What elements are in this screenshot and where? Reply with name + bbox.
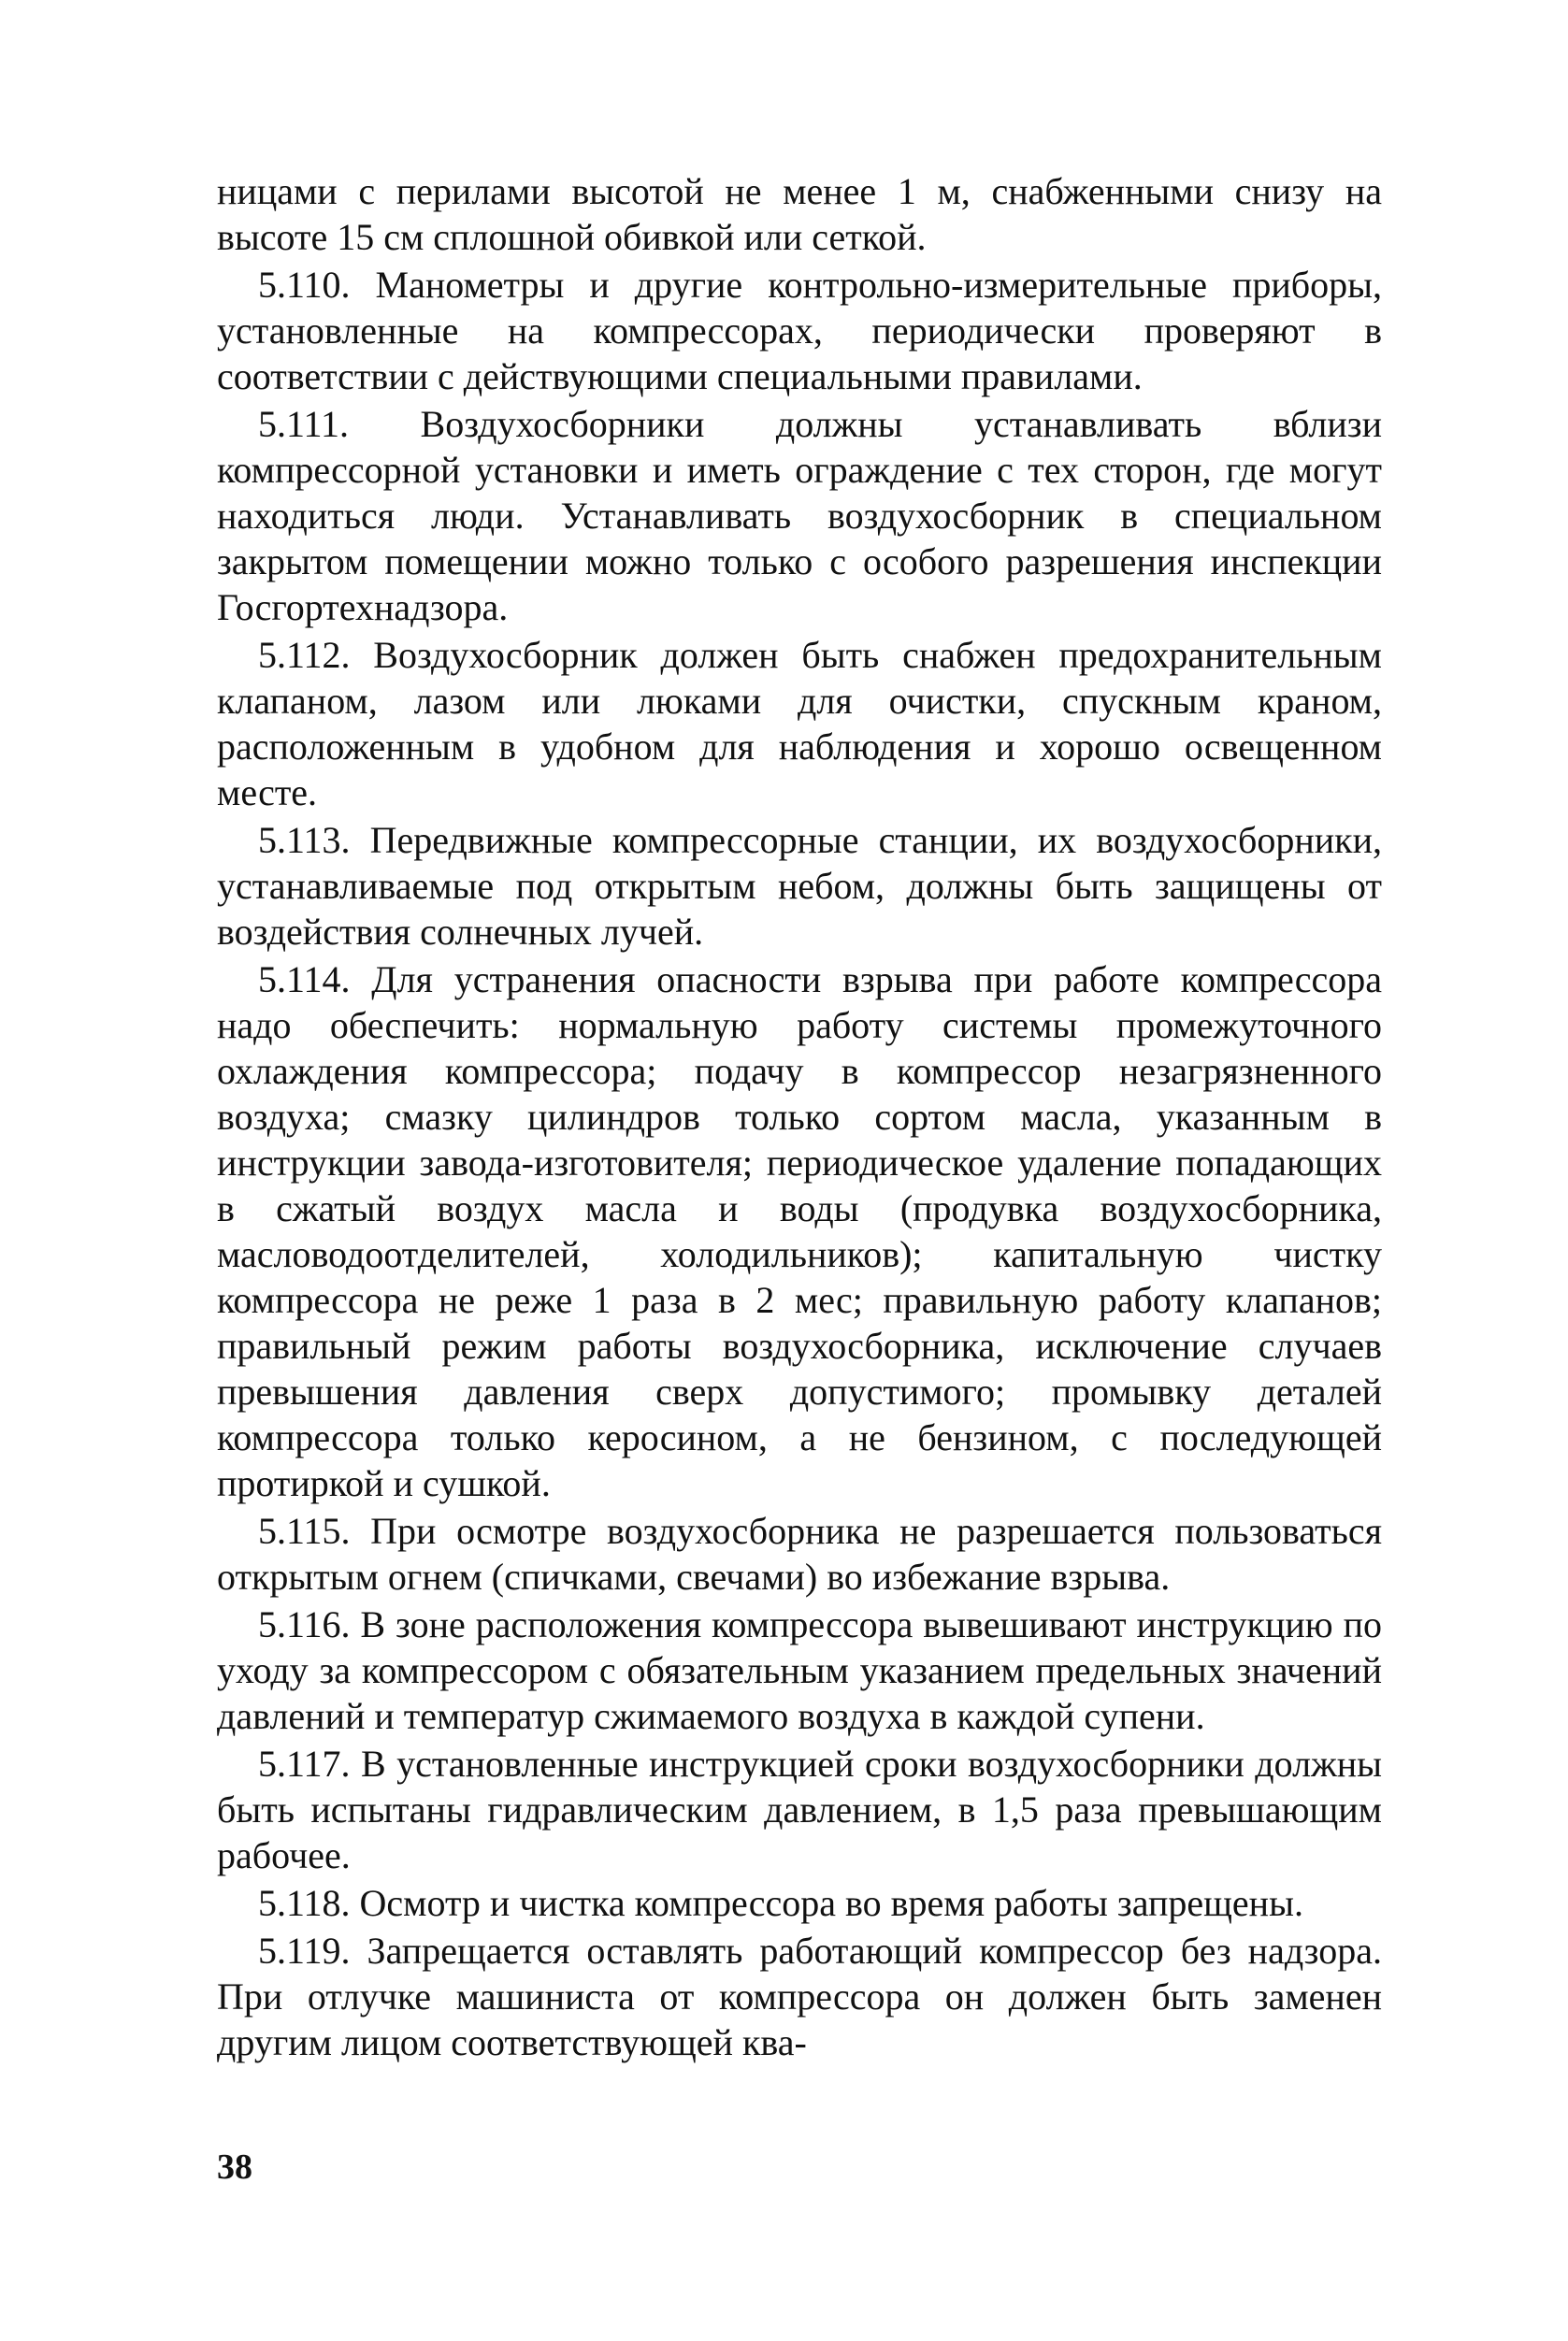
paragraph-5-116: 5.116. В зоне расположения компрессора вывешивают инструкцию по уходу за компрессором с обязательным указанием предельных значений давлений и температур сжимаемого воздуха в каждой супени. <box>217 1603 1382 1737</box>
paragraph-5-114: 5.114. Для устранения опасности взрыва при работе компрессора надо обеспечить: нормальную работу системы промежуточного охлаждения компрессора; подачу в компрессор незагрязненного воздуха; смазку цилиндров только сортом масла, указанным в инструкции завода-изготовителя; периодическое удаление попадающих в сжатый воздух масла и воды (продувка воздухосборника, масловодоотделителей, холодильников); капитальную чистку компрессора не реже 1 раза в 2 мес; правильную работу клапанов; правильный режим работы воздухосборника, исключение случаев превышения давления сверх допустимого; промывку деталей компрессора только керосином, а не бензином, с последующей протиркой и сушкой. <box>217 958 1382 1504</box>
paragraph-5-113: 5.113. Передвижные компрессорные станции, их воздухосборники, устанавливаемые под открытым небом, должны быть защищены от воздействия солнечных лучей. <box>217 819 1382 953</box>
paragraph-5-119: 5.119. Запрещается оставлять работающий компрессор без надзора. При отлучке машиниста от компрессора он должен быть заменен другим лицом соответствующей ква- <box>217 1930 1382 2063</box>
paragraph-5-112: 5.112. Воздухосборник должен быть снабжен предохранительным клапаном, лазом или люками для очистки, спускным краном, расположенным в удобном для наблюдения и хорошо освещенном месте. <box>217 634 1382 813</box>
page-number: 38 <box>217 2147 252 2187</box>
paragraph-5-118: 5.118. Осмотр и чистка компрессора во время работы запрещены. <box>258 1882 1303 1924</box>
paragraph-5-111: 5.111. Воздухосборники должны устанавливать вблизи компрессорной установки и иметь ограждение с тех сторон, где могут находиться люди. Устанавливать воздухосборник в специальном закрытом помещении можно только с особого разрешения инспекции Госгортехнадзора. <box>217 403 1382 628</box>
paragraph-continuation: ницами с перилами высотой не менее 1 м, снабженными снизу на высоте 15 см сплошной обивкой или сеткой. <box>217 170 1382 258</box>
paragraph-5-115: 5.115. При осмотре воздухосборника не разрешается пользоваться открытым огнем (спичками, свечами) во избежание взрыва. <box>217 1510 1382 1598</box>
paragraph-5-117: 5.117. В установленные инструкцией сроки воздухосборники должны быть испытаны гидравлическим давлением, в 1,5 раза превышающим рабочее. <box>217 1743 1382 1876</box>
paragraph-5-110: 5.110. Манометры и другие контрольно-измерительные приборы, установленные на компрессорах, периодически проверяют в соответствии с действующими специальными правилами. <box>217 264 1382 397</box>
body-text <box>217 168 1382 2065</box>
